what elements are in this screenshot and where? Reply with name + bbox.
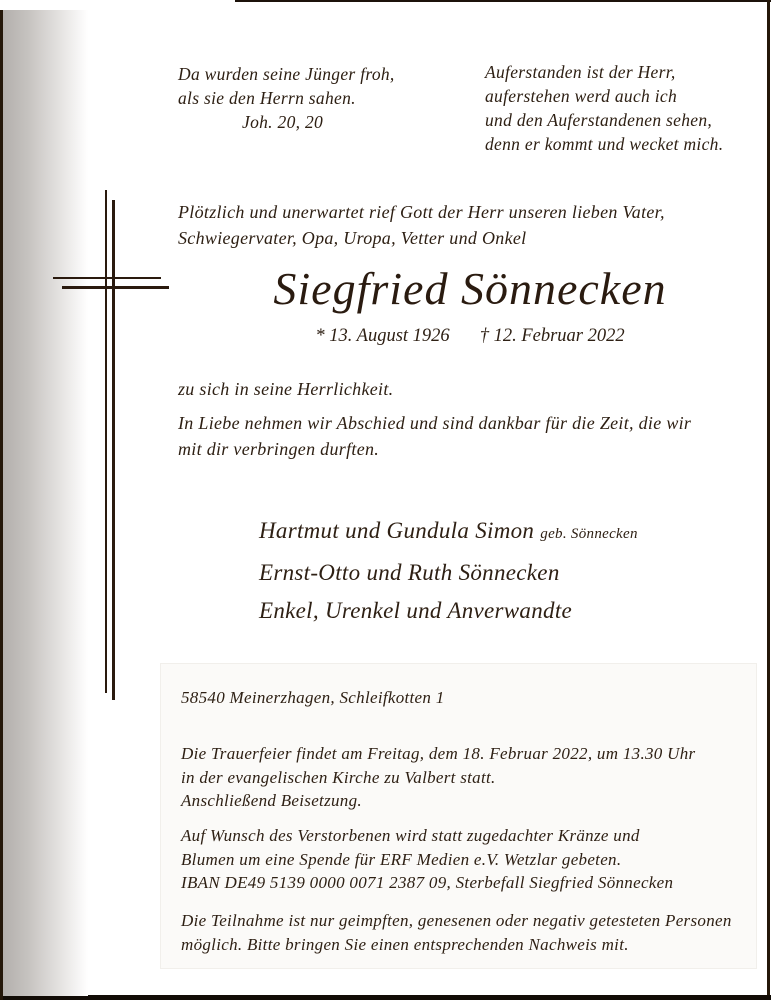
verse-right: [485, 60, 723, 156]
service-info: [181, 742, 695, 813]
scan-border-top: [235, 0, 771, 2]
farewell-line: mit dir verbringen durften.: [178, 439, 380, 459]
donation-line: IBAN DE49 5139 0000 0071 2387 09, Sterbefall Siegfried Sönnecken: [181, 873, 674, 892]
scan-border-bottom: [0, 995, 771, 1000]
address-line: 58540 Meinerzhagen, Schleifkotten 1: [181, 688, 445, 707]
life-dates: [150, 326, 771, 347]
verse-citation: Joh. 20, 20: [242, 112, 324, 132]
service-line: Anschließend Beisetzung.: [181, 791, 362, 810]
service-line: Die Trauerfeier findet am Freitag, dem 18. Februar 2022, um 13.30 Uhr: [181, 744, 696, 763]
donation-line: Blumen um eine Spende für ERF Medien e.V. Wetzlar gebeten.: [181, 849, 622, 869]
donation-line: Auf Wunsch des Verstorbenen wird statt zugedachter Kränze und: [181, 826, 640, 845]
farewell-line: In Liebe nehmen wir Abschied und sind dankbar für die Zeit, die wir: [178, 413, 692, 433]
intro-line: Plötzlich und unerwartet rief Gott der Herr unseren lieben Vater,: [178, 202, 665, 222]
birth-date: * 13. August 1926: [315, 326, 450, 346]
verse-left: [178, 62, 395, 134]
donation-info: [181, 824, 673, 895]
service-line: in der evangelischen Kirche zu Valbert statt.: [181, 767, 496, 787]
maiden-name: geb. Sönnecken: [540, 526, 638, 542]
verse-right-line: und den Auferstandenen sehen,: [485, 110, 713, 130]
verse-right-line: auferstehen werd auch ich: [485, 86, 678, 106]
deceased-name: Siegfried Sönnecken: [273, 263, 667, 314]
mourner-line: Enkel, Urenkel und Anverwandte: [259, 598, 573, 623]
verse-right-line: denn er kommt und wecket mich.: [485, 134, 724, 154]
covid-line: möglich. Bitte bringen Sie einen entsprechenden Nachweis mit.: [181, 934, 629, 954]
mourner-line: Hartmut und Gundula Simon geb. Sönnecken: [259, 518, 638, 543]
farewell-text: [178, 410, 691, 462]
intro-line: Schwiegervater, Opa, Uropa, Vetter und Onkel: [178, 228, 527, 248]
verse-left-line: Da wurden seine Jünger froh,: [178, 64, 395, 84]
intro-text: [178, 199, 665, 251]
covid-note: [181, 909, 732, 956]
page-fold-gradient: [3, 10, 88, 996]
covid-line: Die Teilnahme ist nur geimpften, genesenen oder negativ getesteten Personen: [181, 911, 732, 930]
death-date: † 12. Februar 2022: [479, 326, 625, 346]
verse-right-line: Auferstanden ist der Herr,: [485, 62, 676, 82]
mourners-list: [259, 512, 638, 631]
herrlichkeit-line: zu sich in seine Herrlichkeit.: [178, 379, 394, 399]
verse-left-line: als sie den Herrn sahen.: [178, 88, 356, 108]
scan-border-right: [767, 0, 770, 1000]
mourner-line: Ernst-Otto und Ruth Sönnecken: [259, 559, 560, 585]
